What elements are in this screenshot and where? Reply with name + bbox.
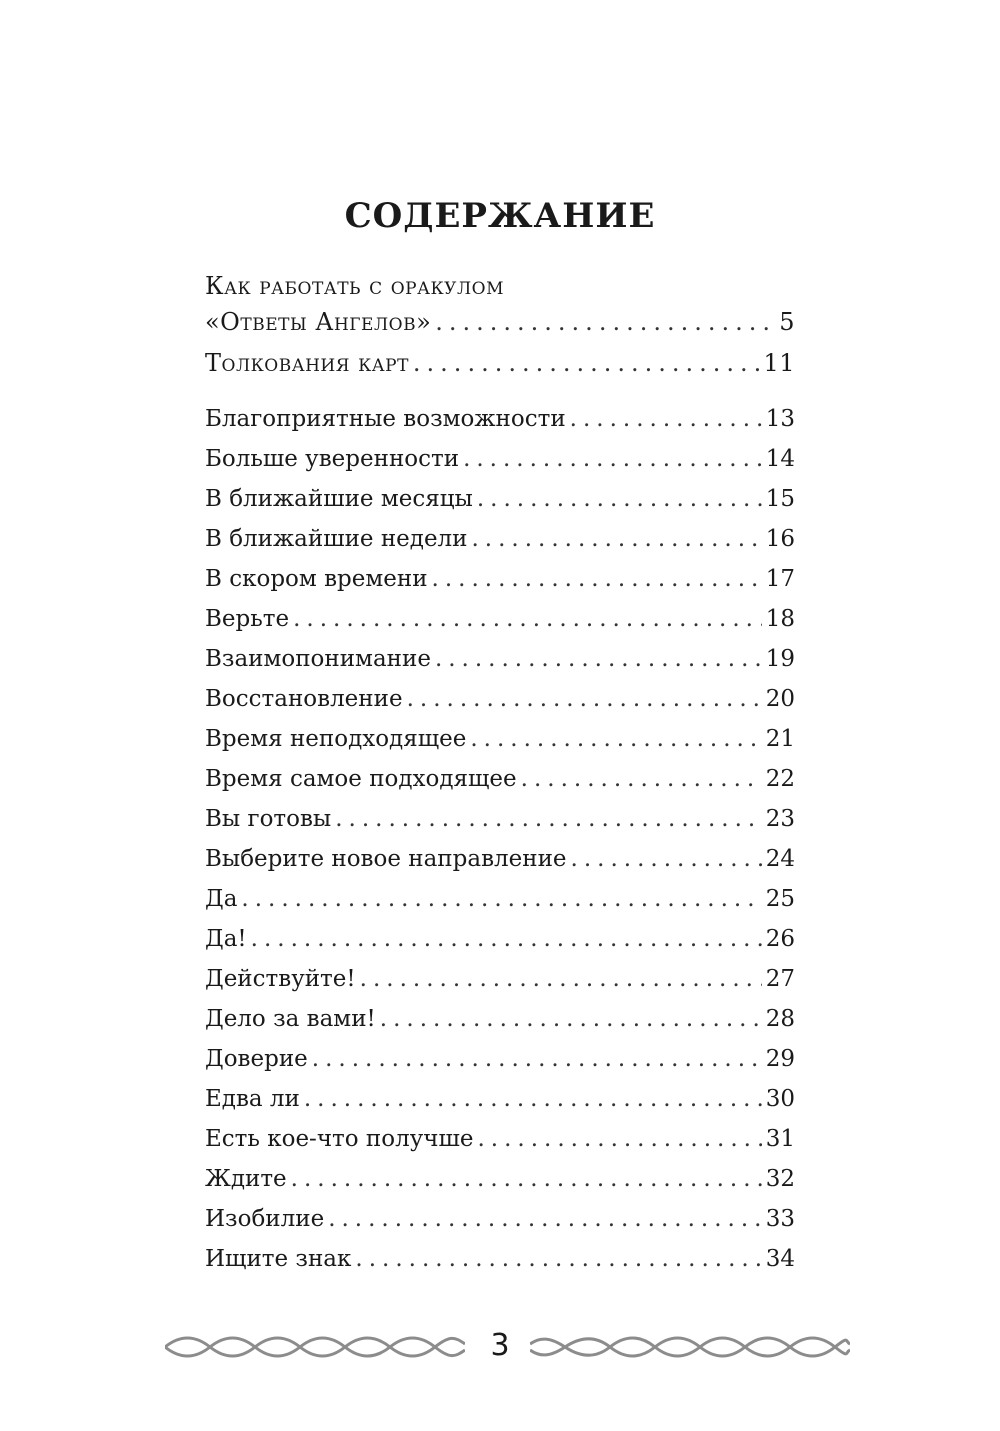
toc-entry[interactable] (205, 879, 795, 919)
toc-entry[interactable] (205, 439, 795, 479)
toc-page-number: 20 (765, 686, 795, 712)
toc-page-number: 26 (765, 926, 795, 952)
dot-leader (521, 759, 762, 799)
toc-entry[interactable] (205, 959, 795, 999)
toc-page-number: 34 (765, 1246, 795, 1272)
toc-entry-title: Как работать с оракулом (205, 272, 504, 300)
toc-entry[interactable] (205, 399, 795, 439)
toc-page-number: 16 (765, 526, 795, 552)
dot-leader (470, 719, 761, 759)
toc-entry-title: Толкования карт (205, 349, 409, 377)
toc-entry-title: Едва ли (205, 1086, 300, 1112)
page-footer (0, 1322, 1000, 1372)
toc-page-number: 32 (765, 1166, 795, 1192)
toc-major-entry[interactable] (205, 341, 795, 385)
toc-entry[interactable] (205, 479, 795, 519)
dot-leader (335, 799, 761, 839)
toc-page-number: 21 (765, 726, 795, 752)
toc-entry[interactable] (205, 559, 795, 599)
toc-major-entry[interactable] (205, 303, 795, 341)
toc-entry-title: Да (205, 886, 238, 912)
dot-leader (472, 519, 762, 559)
toc-entry[interactable] (205, 639, 795, 679)
toc-entry[interactable] (205, 1119, 795, 1159)
toc-entry-title: Восстановление (205, 686, 403, 712)
dot-leader (251, 919, 762, 959)
toc-entry-title: Да! (205, 926, 247, 952)
right-ornament-icon (530, 1332, 850, 1362)
toc-entry-title: Вы готовы (205, 806, 332, 832)
toc-entry-title: Действуйте! (205, 966, 356, 992)
dot-leader (571, 839, 762, 879)
dot-leader (435, 639, 762, 679)
toc-major-entry-line1 (205, 270, 795, 303)
dot-leader (435, 303, 775, 341)
left-ornament-icon (165, 1332, 465, 1362)
toc-entry-title: Больше уверенности (205, 446, 460, 472)
toc-entry-list (205, 399, 795, 1279)
toc-page-number: 13 (765, 406, 795, 432)
toc-entry-title: Время самое подходящее (205, 766, 517, 792)
toc-entry-title: Выберите новое направление (205, 846, 567, 872)
toc-page-number: 33 (765, 1206, 795, 1232)
toc-entry[interactable] (205, 919, 795, 959)
toc-entry-title: Время неподходящее (205, 726, 467, 752)
dot-leader (328, 1199, 762, 1239)
toc-page-number: 24 (765, 846, 795, 872)
toc-page-number: 19 (765, 646, 795, 672)
dot-leader (241, 879, 761, 919)
toc-entry[interactable] (205, 719, 795, 759)
toc-entry-title: Верьте (205, 606, 290, 632)
toc-entry[interactable] (205, 679, 795, 719)
toc-page-number: 27 (765, 966, 795, 992)
dot-leader (570, 399, 762, 439)
toc-entry-title: Ждите (205, 1166, 287, 1192)
toc-entry-title: «Ответы Ангелов» (205, 308, 432, 336)
toc-page-number: 14 (765, 446, 795, 472)
toc-page-number: 22 (765, 766, 795, 792)
toc-entry-title: В скором времени (205, 566, 428, 592)
dot-leader (432, 559, 762, 599)
toc-page-number: 30 (765, 1086, 795, 1112)
dot-leader (355, 1239, 761, 1279)
toc-entry[interactable] (205, 1199, 795, 1239)
toc-page-number: 5 (779, 308, 795, 336)
toc-page-number: 15 (765, 486, 795, 512)
toc-page-number: 28 (765, 1006, 795, 1032)
dot-leader (291, 1159, 762, 1199)
toc-entry[interactable] (205, 759, 795, 799)
toc-entry[interactable] (205, 799, 795, 839)
toc-entry-title: Доверие (205, 1046, 308, 1072)
toc-page-number: 23 (765, 806, 795, 832)
toc-entry[interactable] (205, 1159, 795, 1199)
dot-leader (312, 1039, 762, 1079)
dot-leader (477, 479, 762, 519)
toc-page-number: 17 (765, 566, 795, 592)
toc-entry-title: Есть кое-что получше (205, 1126, 474, 1152)
toc-entry[interactable] (205, 839, 795, 879)
toc-entry[interactable] (205, 1079, 795, 1119)
toc-entry-title: Взаимопонимание (205, 646, 431, 672)
toc-entry-title: В ближайшие месяцы (205, 486, 473, 512)
table-of-contents (205, 270, 795, 1279)
toc-entry-title: Изобилие (205, 1206, 325, 1232)
dot-leader (380, 999, 762, 1039)
dot-leader (477, 1119, 761, 1159)
dot-leader (293, 599, 762, 639)
toc-entry[interactable] (205, 1239, 795, 1279)
toc-entry-title: В ближайшие недели (205, 526, 468, 552)
toc-entry[interactable] (205, 999, 795, 1039)
dot-leader (304, 1079, 762, 1119)
toc-page-number: 29 (765, 1046, 795, 1072)
toc-entry-title: Ищите знак (205, 1246, 352, 1272)
dot-leader (407, 679, 762, 719)
toc-page-number: 31 (765, 1126, 795, 1152)
toc-page-number: 11 (763, 349, 795, 377)
toc-page-number: 18 (765, 606, 795, 632)
toc-entry-title: Дело за вами! (205, 1006, 376, 1032)
page-title: СОДЕРЖАНИЕ (344, 196, 656, 236)
dot-leader (463, 439, 762, 479)
section-gap (205, 385, 795, 399)
toc-entry-title: Благоприятные возможности (205, 406, 566, 432)
dot-leader (413, 341, 760, 385)
toc-entry[interactable] (205, 599, 795, 639)
toc-entry[interactable] (205, 519, 795, 559)
page-number: 3 (490, 1328, 510, 1363)
toc-page-number: 25 (765, 886, 795, 912)
toc-entry[interactable] (205, 1039, 795, 1079)
dot-leader (360, 959, 762, 999)
